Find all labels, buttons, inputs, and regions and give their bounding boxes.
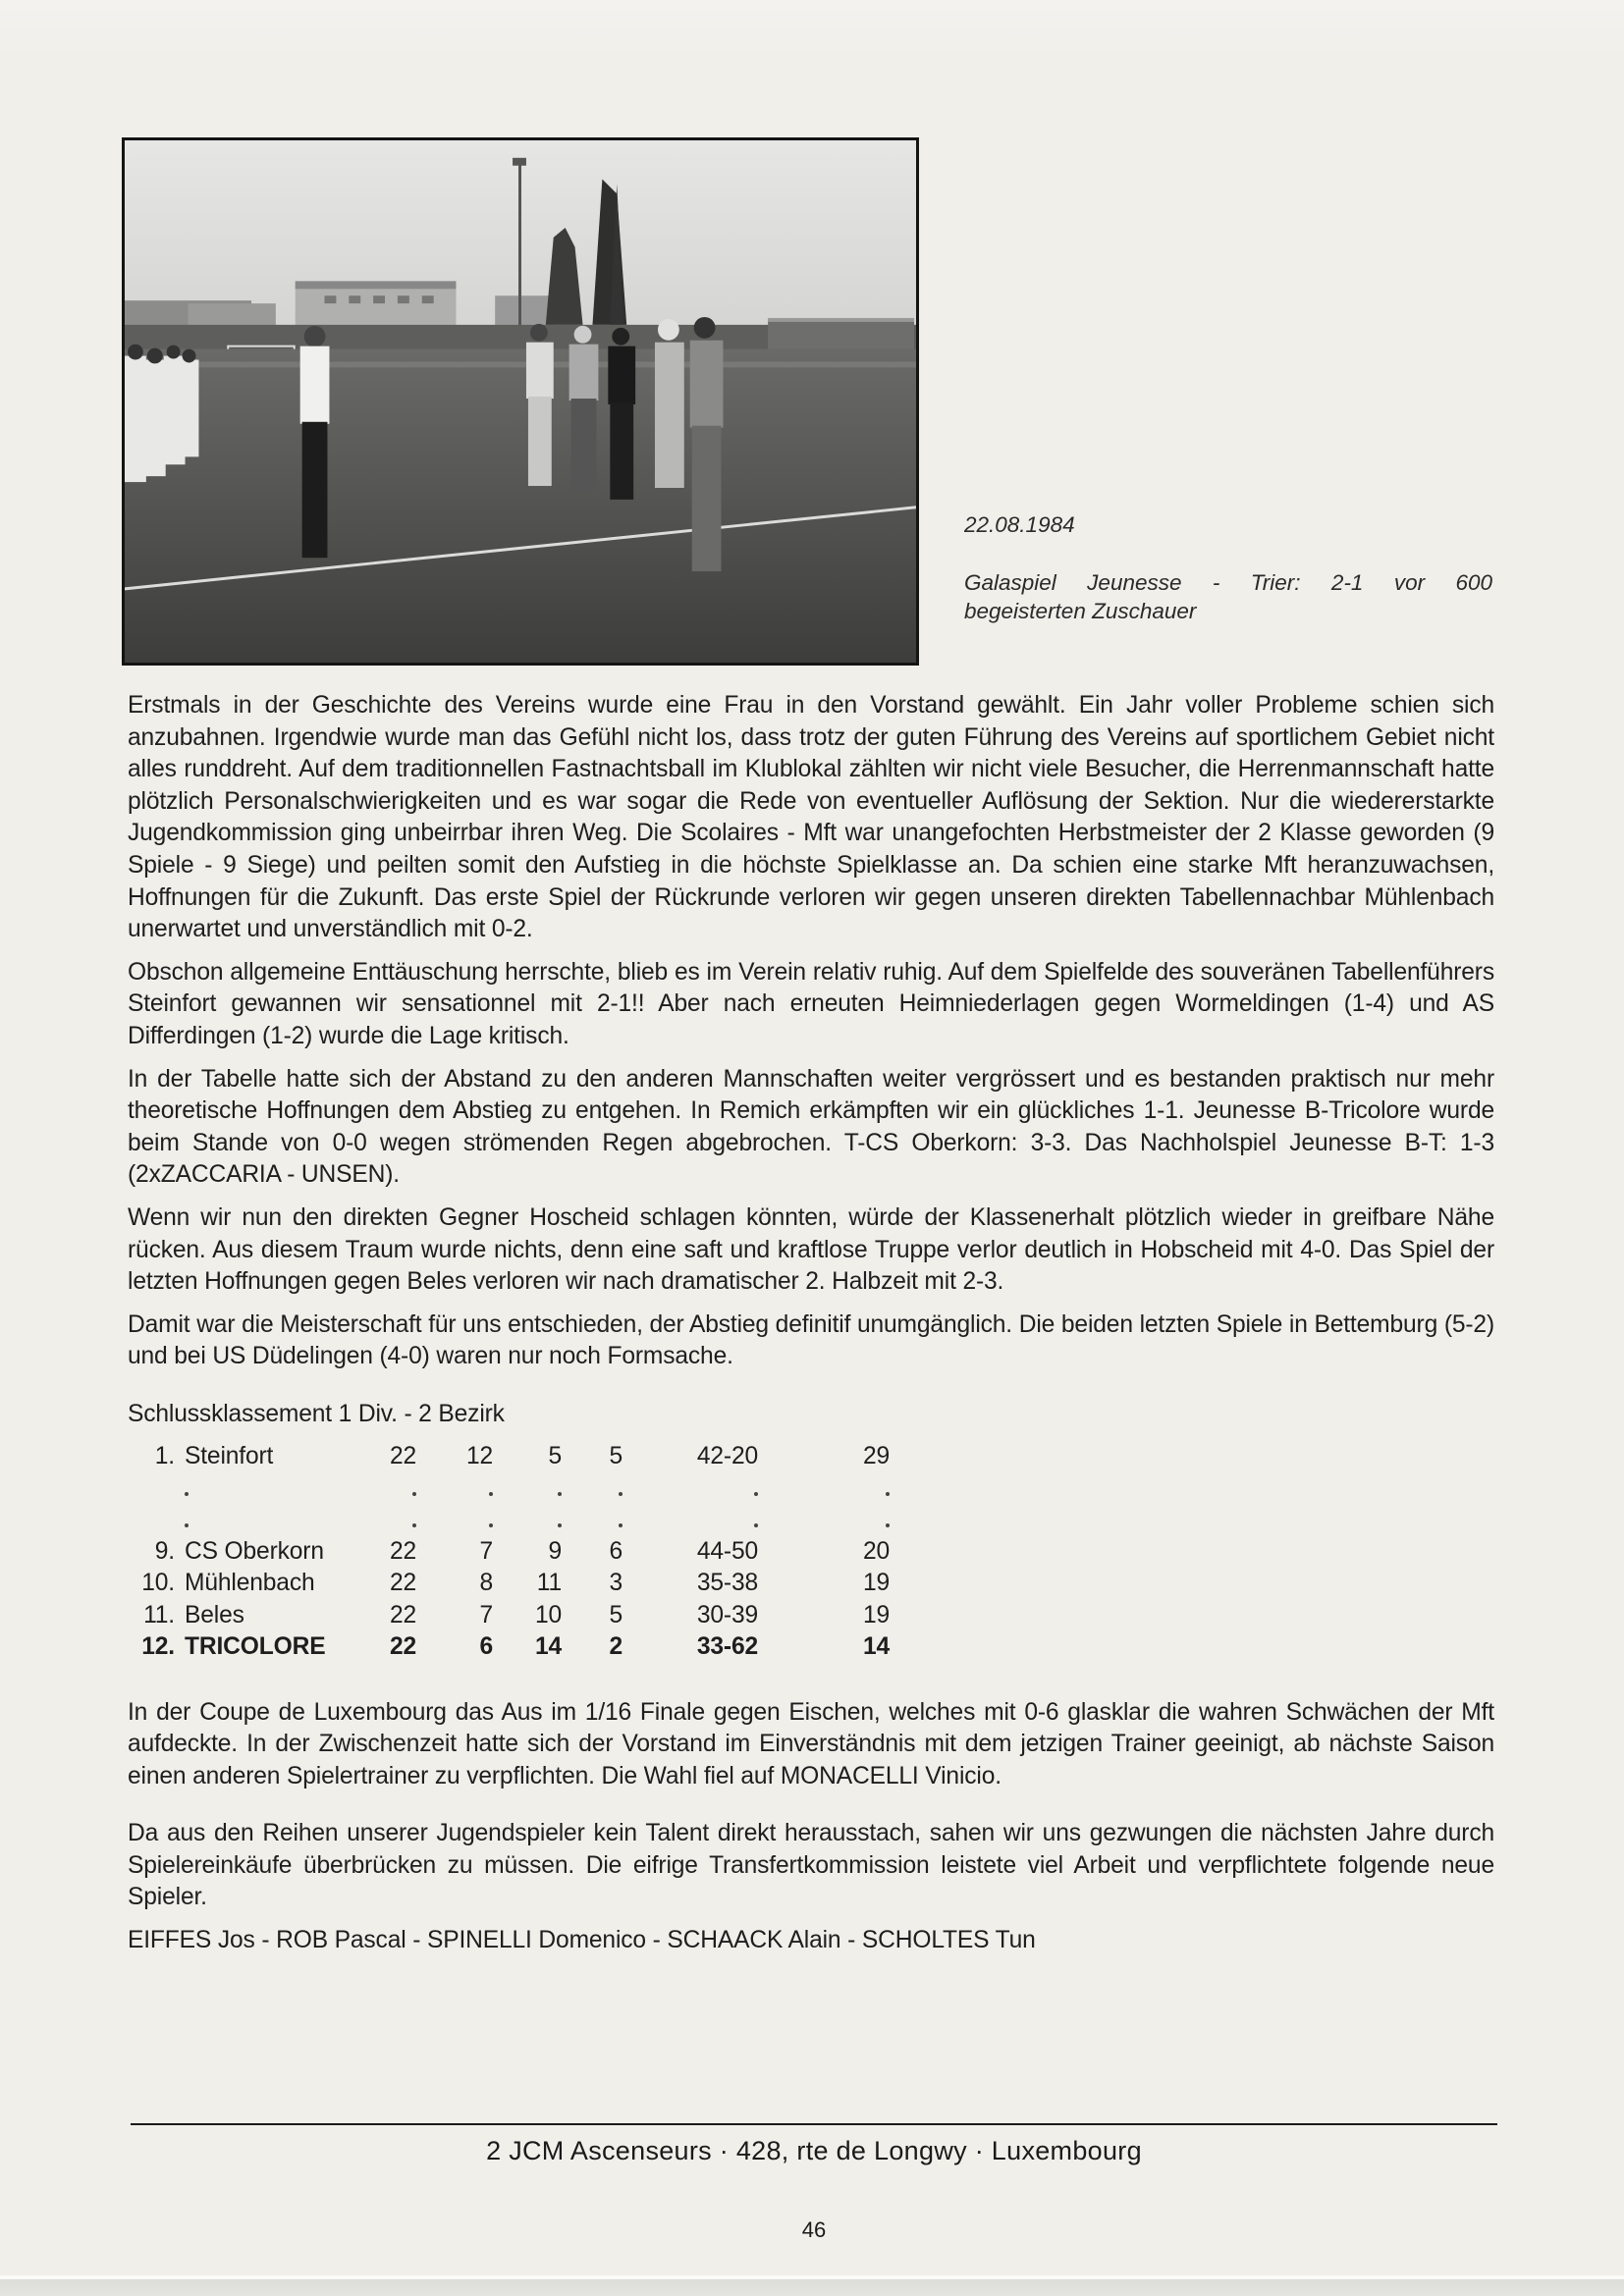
paragraph: Wenn wir nun den direkten Gegner Hoscheid schlagen könnten, würde der Klassenerhalt plötzlich wieder in greifbare Nähe rücken. Aus diesem Traum wurde nichts, denn eine saft und kraftlose Truppe verlor deutlich in Hobscheid mit 4-0. Das Spiel der letzten Hoffnungen gegen Beles verloren wir nach dramatischer 2. Halbzeit mit 2-3.	[128, 1203, 1494, 1296]
standings-row	[128, 1441, 890, 1472]
standings-row	[128, 1600, 890, 1631]
standings-lost: 5	[609, 1601, 623, 1629]
standings-goals: 42-20	[696, 1443, 758, 1470]
standings-rank: 9.	[154, 1537, 175, 1565]
standings-lost: 5	[609, 1443, 623, 1470]
photo-image	[125, 140, 916, 663]
standings-team: TRICOLORE	[185, 1633, 326, 1661]
ellipsis-dot	[886, 1523, 890, 1527]
standings-won: 7	[479, 1537, 493, 1565]
ellipsis-dot	[489, 1523, 493, 1527]
paragraph: Erstmals in der Geschichte des Vereins wurde eine Frau in den Vorstand gewählt. Ein Jahr voller Probleme schien sich anzubahnen. Irgendwie wurde man das Gefühl nicht los, dass trotz der guten Führung des Vereins auf sportlichem Gebiet nicht alles runddreht. Auf dem traditionnellen Fastnachtsball im Klublokal zählten wir nicht viele Besucher, die Herrenmannschaft hatte plötzlich Personalschwierigkeiten und es war sogar die Rede von eventueller Auflösung der Sektion. Nur die wiedererstarkte Jugendkommission ging unbeirrbar ihren Weg. Die Scolaires - Mft war unangefochten Herbstmeister der 2 Klasse geworden (9 Spiele - 9 Siege) und peilten somit den Aufstieg in die höchste Spielklasse an. Da schien eine starke Mft heranzuwachsen, Hoffnungen für die Zukunft. Das erste Spiel der Rückrunde verloren wir gegen unseren direkten Tabellennachbar Mühlenbach unerwartet und unverständlich mit 0-2.	[128, 692, 1494, 943]
ellipsis-dot	[886, 1492, 890, 1496]
page-background	[0, 0, 1624, 59]
photo-caption	[964, 510, 1492, 625]
paragraph: Da aus den Reihen unserer Jugendspieler kein Talent direkt herausstach, sahen wir uns gezwungen die nächsten Jahre durch Spielereinkäufe überbrücken zu müssen. Die eifrige Transfertkommission leistete viel Arbeit und verpflichtete folgende neue Spieler.	[128, 1820, 1494, 1911]
ellipsis-dot	[185, 1523, 189, 1527]
standings-team: Steinfort	[185, 1443, 274, 1470]
standings-goals: 33-62	[696, 1633, 758, 1661]
ellipsis-dot	[754, 1492, 758, 1496]
footer-sponsor: 2 JCM Ascenseurs · 428, rte de Longwy · Luxembourg	[486, 2136, 1142, 2165]
standings-drawn: 11	[536, 1570, 562, 1597]
ellipsis-dot	[619, 1523, 623, 1527]
standings-played: 22	[389, 1443, 416, 1470]
standings-row	[128, 1568, 890, 1599]
standings-goals: 35-38	[696, 1570, 758, 1597]
ellipsis-dot	[412, 1492, 416, 1496]
standings-lost: 2	[609, 1633, 623, 1661]
standings-won: 6	[479, 1633, 493, 1661]
standings-omission-row	[128, 1473, 890, 1505]
standings-points: 14	[862, 1633, 890, 1661]
standings-won: 7	[479, 1601, 493, 1629]
standings-drawn: 14	[534, 1633, 562, 1661]
ellipsis-dot	[185, 1492, 189, 1496]
standings-team: CS Oberkorn	[185, 1537, 324, 1565]
standings-played: 22	[389, 1570, 416, 1597]
ellipsis-dot	[412, 1523, 416, 1527]
ellipsis-dot	[619, 1492, 623, 1496]
paragraph: In der Coupe de Luxembourg das Aus im 1/16 Finale gegen Eischen, welches mit 0-6 glasklar die wahren Schwächen der Mft aufdeckte. In der Zwischenzeit hatte sich der Vorstand im Einverständnis mit dem jetzigen Trainer geeinigt, ab nächste Saison einen anderen Spielertrainer zu verpflichten. Die Wahl fiel auf MONACELLI Vinicio.	[128, 1698, 1494, 1789]
standings-title: Schlussklassement 1 Div. - 2 Bezirk	[128, 1400, 505, 1427]
standings-team: Mühlenbach	[185, 1570, 315, 1597]
caption-line-2: begeisterten Zuschauer	[964, 599, 1197, 623]
photo-football-ceremony	[122, 137, 919, 666]
standings-row	[128, 1631, 890, 1663]
standings-drawn: 9	[548, 1537, 562, 1565]
standings-points: 19	[862, 1601, 890, 1629]
standings-won: 8	[479, 1570, 493, 1597]
ellipsis-dot	[558, 1492, 562, 1496]
new-players-list: EIFFES Jos - ROB Pascal - SPINELLI Domenico - SCHAACK Alain - SCHOLTES Tun	[128, 1927, 1036, 1954]
standings-played: 22	[389, 1601, 416, 1629]
standings-played: 22	[389, 1633, 416, 1661]
caption-line-1: Galaspiel Jeunesse - Trier: 2-1 vor 600	[964, 570, 1492, 595]
standings-goals: 44-50	[696, 1537, 758, 1565]
standings-rank: 11.	[143, 1601, 175, 1629]
standings-goals: 30-39	[696, 1601, 758, 1629]
ellipsis-dot	[558, 1523, 562, 1527]
caption-date: 22.08.1984	[964, 512, 1075, 537]
standings-points: 29	[862, 1443, 890, 1470]
footer-divider	[131, 2123, 1497, 2125]
standings-rank: 12.	[141, 1633, 175, 1661]
standings-points: 20	[862, 1537, 890, 1565]
standings-table	[128, 1441, 890, 1663]
standings-points: 19	[862, 1570, 890, 1597]
standings-drawn: 5	[548, 1443, 562, 1470]
standings-won: 12	[465, 1443, 493, 1470]
scan-edge	[0, 2275, 1624, 2296]
caption-text	[964, 568, 1492, 625]
standings-drawn: 10	[534, 1601, 562, 1629]
standings-played: 22	[389, 1537, 416, 1565]
paragraph: Damit war die Meisterschaft für uns entschieden, der Abstieg definitif unumgänglich. Die beiden letzten Spiele in Bettemburg (5-2) und bei US Düdelingen (4-0) waren nur noch Formsache.	[128, 1310, 1494, 1370]
standings-lost: 3	[609, 1570, 623, 1597]
standings-team: Beles	[185, 1601, 244, 1629]
standings-row	[128, 1536, 890, 1568]
standings-lost: 6	[609, 1537, 623, 1565]
standings-rank: 1.	[154, 1443, 175, 1470]
page-number: 46	[801, 2217, 827, 2242]
standings-rank: 10.	[141, 1570, 175, 1597]
paragraph: In der Tabelle hatte sich der Abstand zu den anderen Mannschaften weiter vergrössert und es bestanden praktisch nur mehr theoretische Hoffnungen dem Abstieg zu entgehen. In Remich erkämpften wir ein glückliches 1-1. Jeunesse B-Tricolore wurde beim Stande von 0-0 wegen strömenden Regen abgebrochen. T-CS Oberkorn: 3-3. Das Nachholspiel Jeunesse B-T: 1-3 (2xZACCARIA - UNSEN).	[128, 1065, 1494, 1189]
standings-omission-row	[128, 1505, 890, 1536]
paragraph: Obschon allgemeine Enttäuschung herrschte, blieb es im Verein relativ ruhig. Auf dem Spielfelde des souveränen Tabellenführers Steinfort gewannen wir sensationnel mit 2-1!! Aber nach erneuten Heimniederlagen gegen Wormeldingen (1-4) und AS Differdingen (1-2) wurde die Lage kritisch.	[128, 958, 1494, 1049]
ellipsis-dot	[754, 1523, 758, 1527]
ellipsis-dot	[489, 1492, 493, 1496]
article-body	[128, 690, 1494, 1968]
